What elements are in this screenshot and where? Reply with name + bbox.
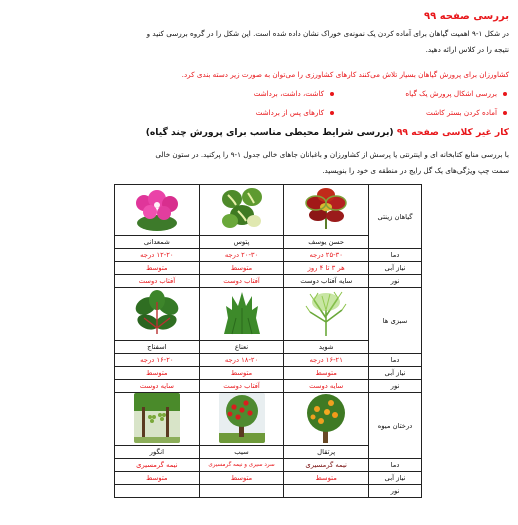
category-vegetables: سبزی ها xyxy=(369,288,422,354)
light-cell xyxy=(199,485,284,498)
bullet-dot-icon xyxy=(503,111,507,115)
bullet-item: آماده کردن بستر کاشت xyxy=(426,108,507,117)
plant-name: نعناع xyxy=(199,341,284,354)
plant-name: سیب xyxy=(199,446,284,459)
temp-cell: ۱۶-۲۱ درجه xyxy=(284,354,369,367)
temp-cell: ۱۲-۲۰ درجه xyxy=(115,249,200,262)
row-label-water: نیاز آبی xyxy=(369,472,422,485)
row-label-water: نیاز آبی xyxy=(369,262,422,275)
category-ornamental: گیاهان زینتی xyxy=(369,185,422,249)
light-cell: آفتاب دوست xyxy=(199,380,284,393)
plant-image-dill xyxy=(284,288,369,341)
plant-image-pothos xyxy=(199,185,284,236)
row-label-light: نور xyxy=(369,380,422,393)
temp-cell: ۲۰-۳۰ درجه xyxy=(199,249,284,262)
temp-cell: نیمه گرمسیری xyxy=(115,459,200,472)
plant-image-mint xyxy=(199,288,284,341)
temp-cell: سرد سیری و نیمه گرمسیری xyxy=(199,459,284,472)
plant-name: شوید xyxy=(284,341,369,354)
plant-image-coleus xyxy=(284,185,369,236)
water-cell: متوسط xyxy=(284,367,369,380)
water-cell: هر ۳ تا ۴ روز xyxy=(284,262,369,275)
row-label-temp: دما xyxy=(369,249,422,262)
bullet-item: کارهای پس از برداشت xyxy=(256,108,334,117)
plant-name: شمعدانی xyxy=(115,236,200,249)
water-cell: متوسط xyxy=(115,262,200,275)
water-cell: متوسط xyxy=(199,262,284,275)
water-cell: متوسط xyxy=(199,367,284,380)
plant-image-orange-tree xyxy=(284,393,369,446)
row-label-temp: دما xyxy=(369,459,422,472)
bullet-item: کاشت، داشت، برداشت xyxy=(254,89,334,98)
bullet-item: بررسی اشکال پرورش یک گیاه xyxy=(405,89,507,98)
row-label-water: نیاز آبی xyxy=(369,367,422,380)
temp-cell: ۱۶-۲۰ درجه xyxy=(115,354,200,367)
plant-name: انگور xyxy=(115,446,200,459)
light-cell: سایه دوست xyxy=(284,380,369,393)
plants-table xyxy=(114,184,422,498)
water-cell: متوسط xyxy=(115,367,200,380)
section1-para1-line2: نتیجه را در کلاس ارائه دهید. xyxy=(425,45,509,54)
light-cell: آفتاب دوست xyxy=(199,275,284,288)
light-cell: آفتاب دوست xyxy=(115,275,200,288)
plant-image-geranium xyxy=(115,185,200,236)
water-cell: متوسط xyxy=(199,472,284,485)
plant-name: حسن یوسف xyxy=(284,236,369,249)
temp-cell: نیمه گرمسیری xyxy=(284,459,369,472)
temp-cell: ۲۵-۳۰ درجه xyxy=(284,249,369,262)
bullet-dot-icon xyxy=(330,111,334,115)
row-label-light: نور xyxy=(369,275,422,288)
plant-name: اسفناج xyxy=(115,341,200,354)
section2-para-line2: سمت چپ ویژگی‌های یک گل رایج در منطقه ی خود را بنویسید. xyxy=(322,166,509,175)
row-label-temp: دما xyxy=(369,354,422,367)
plant-image-grape-vine xyxy=(115,393,200,446)
plant-name: پتوس xyxy=(199,236,284,249)
bullet-dot-icon xyxy=(330,92,334,96)
category-fruit-trees: درختان میوه xyxy=(369,393,422,459)
section2-para-line1: با بررسی منابع کتابخانه ای و اینترنتی یا پرسش از کشاورزان و باغبانان جاهای خالی جدول ۱-۹ را پرکنید. در ستون خالی xyxy=(155,150,509,159)
plant-image-apple-tree xyxy=(199,393,284,446)
light-cell: سایه آفتاب دوست xyxy=(284,275,369,288)
plant-image-spinach xyxy=(115,288,200,341)
light-cell: سایه دوست xyxy=(115,380,200,393)
section1-para1-line1: در شکل ۱-۹ اهمیت گیاهان برای آماده کردن یک نمونه‌ی خوراک نشان داده شده است. این شکل را در گروه بررسی کنید و xyxy=(146,29,509,38)
plant-name: پرتقال xyxy=(284,446,369,459)
section2-title: کار غیر کلاسی صفحه ۹۹ (بررسی شرایط محیطی مناسب برای پرورش چند گیاه) xyxy=(145,127,509,138)
water-cell: متوسط xyxy=(115,472,200,485)
section1-title: بررسی صفحه ۹۹ xyxy=(424,11,509,22)
light-cell xyxy=(115,485,200,498)
bullet-dot-icon xyxy=(503,92,507,96)
water-cell: متوسط xyxy=(284,472,369,485)
row-label-light: نور xyxy=(369,485,422,498)
light-cell xyxy=(284,485,369,498)
section1-para2: کشاورزان برای پرورش گیاهان بسیار تلاش می‌کنند کارهای کشاورزی را می‌توان به صورت زیر دسته بندی کرد. xyxy=(181,70,509,79)
temp-cell: ۱۸-۲۰ درجه xyxy=(199,354,284,367)
